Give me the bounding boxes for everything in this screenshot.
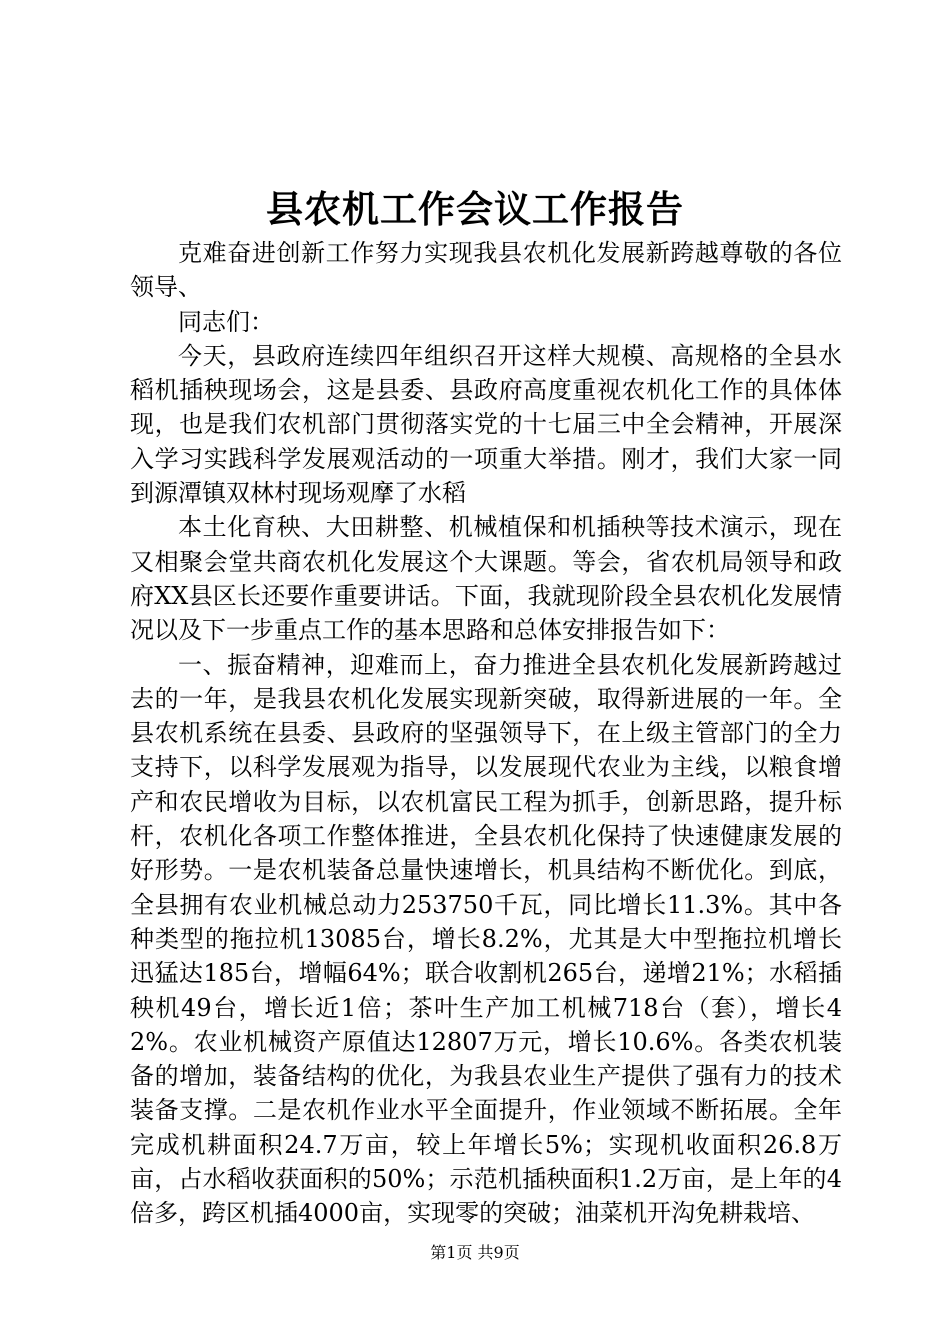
paragraph-introduction: 今天，县政府连续四年组织召开这样大规模、高规格的全县水稻机插秧现场会，这是县委、县政府高度重视农机化工作的具体体现，也是我们农机部门贯彻落实党的十七届三中全会精神，开展深入学习实践科学发展观活动的一项重大举措。刚才，我们大家一同到源潭镇双林村现场观摩了水稻: [130, 341, 842, 508]
paragraph-opening: 克难奋进创新工作努力实现我县农机化发展新跨越尊敬的各位领导、: [130, 239, 842, 302]
paragraph-section-one: 一、振奋精神，迎难而上，奋力推进全县农机化发展新跨越过去的一年，是我县农机化发展实现新突破，取得新进展的一年。全县农机系统在县委、县政府的坚强领导下，在上级主管部门的全力支持下，以科学发展观为指导，以发展现代农业为主线，以粮食增产和农民增收为目标，以农机富民工程为抓手，创新思路，提升标杆，农机化各项工作整体推进，全县农机化保持了快速健康发展的好形势。一是农机装备总量快速增长，机具结构不断优化。到底，全县拥有农业机械总动力253750千瓦，同比增长11.3%。其中各种类型的拖拉机13085台，增长8.2%，尤其是大中型拖拉机增长迅猛达185台，增幅64%；联合收割机265台，递增21%；水稻插秧机49台，增长近1倍；茶叶生产加工机械718台（套），增长42%。农业机械资产原值达12807万元，增长10.6%。各类农机装备的增加，装备结构的优化，为我县农业生产提供了强有力的技术装备支撑。二是农机作业水平全面提升，作业领域不断拓展。全年完成机耕面积24.7万亩，较上年增长5%；实现机收面积26.8万亩，占水稻收获面积的50%；示范机插秧面积1.2万亩，是上年的4倍多，跨区机插4000亩，实现零的突破；油菜机开沟免耕栽培、: [130, 650, 842, 1228]
document-title: 县农机工作会议工作报告: [266, 187, 684, 231]
paragraph-salutation: 同志们：: [178, 307, 274, 336]
paragraph-agenda: 本土化育秧、大田耕整、机械植保和机插秧等技术演示，现在又相聚会堂共商农机化发展这个大课题。等会，省农机局领导和政府XX县区长还要作重要讲话。下面，我就现阶段全县农机化发展情况以及下一步重点工作的基本思路和总体安排报告如下：: [130, 513, 842, 645]
page-number-footer: 第1页 共9页: [430, 1243, 520, 1262]
document-body: [130, 236, 842, 1231]
